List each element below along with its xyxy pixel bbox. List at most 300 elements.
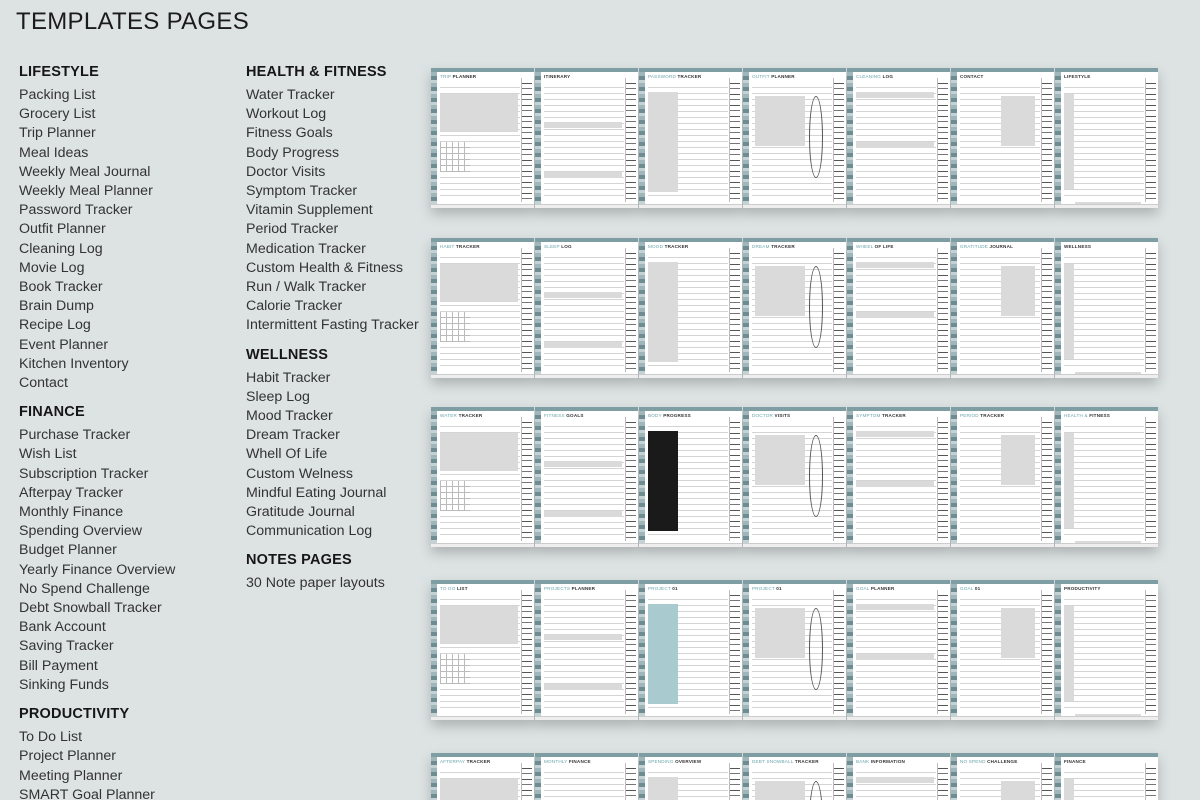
binding-edge	[847, 584, 853, 720]
thumbnail-footer	[639, 543, 742, 547]
thumbnail-decoration	[1064, 264, 1074, 359]
thumbnail-decoration	[1064, 433, 1074, 528]
thumbnail-decoration	[1001, 435, 1035, 485]
list-item: Mood Tracker	[246, 408, 333, 425]
binding-edge	[743, 72, 749, 208]
thumbnail-body	[1064, 767, 1144, 800]
thumbnail-body	[1064, 252, 1144, 370]
thumbnail-footer	[743, 543, 846, 547]
list-item: Spending Overview	[19, 523, 143, 540]
list-item: Kitchen Inventory	[19, 355, 129, 372]
section-heading-wellness: WELLNESS	[246, 346, 329, 363]
thumbnail-body	[544, 594, 624, 712]
thumbnail-decoration	[440, 779, 518, 800]
thumbnail-decoration	[544, 511, 622, 517]
side-tabs	[833, 78, 844, 202]
thumbnail-decoration	[856, 431, 934, 437]
thumbnail-footer	[431, 374, 534, 378]
template-thumbnail	[431, 753, 534, 800]
thumbnail-footer	[431, 543, 534, 547]
binding-edge	[951, 411, 957, 547]
template-thumbnail	[639, 238, 742, 378]
list-item: Recipe Log	[19, 317, 91, 334]
binding-edge	[639, 757, 645, 800]
thumbnail-decoration	[755, 435, 805, 485]
thumbnail-body	[544, 252, 624, 370]
side-tabs	[1145, 78, 1156, 202]
template-thumbnail	[535, 238, 638, 378]
thumbnail-decoration	[440, 433, 518, 471]
thumbnail-row	[431, 753, 1159, 800]
thumbnail-body	[752, 252, 832, 370]
thumbnail-title: SPENDING OVERVIEW	[648, 759, 702, 764]
thumbnail-row	[431, 238, 1159, 378]
thumbnail-body	[856, 421, 936, 539]
template-thumbnail	[1055, 407, 1158, 547]
thumbnail-footer	[431, 716, 534, 720]
list-item: Custom Health & Fitness	[246, 259, 403, 276]
thumbnail-title: GRATITUDE JOURNAL	[960, 244, 1014, 249]
side-tabs	[521, 763, 532, 800]
template-thumbnail	[431, 407, 534, 547]
binding-edge	[743, 411, 749, 547]
thumbnail-body	[960, 252, 1040, 370]
section-heading-notes: NOTES PAGES	[246, 552, 352, 569]
list-lifestyle	[19, 86, 229, 393]
side-tabs	[1145, 417, 1156, 541]
list-finance	[19, 426, 229, 695]
list-item: Yearly Finance Overview	[19, 561, 176, 578]
thumbnail-decoration	[1064, 779, 1074, 800]
side-tabs	[937, 417, 948, 541]
list-item: Intermittent Fasting Tracker	[246, 317, 419, 334]
thumbnail-title: SLEEP LOG	[544, 244, 572, 249]
thumbnail-decoration	[648, 92, 678, 192]
binding-edge	[847, 757, 853, 800]
list-item: Contact	[19, 375, 68, 392]
section-heading-finance: FINANCE	[19, 404, 85, 421]
side-tabs	[729, 763, 740, 800]
thumbnail-body	[960, 767, 1040, 800]
template-thumbnail	[431, 68, 534, 208]
list-item: Fitness Goals	[246, 125, 333, 142]
template-thumbnail	[743, 238, 846, 378]
thumbnail-body	[856, 252, 936, 370]
section-notes	[246, 552, 436, 593]
template-thumbnail	[535, 407, 638, 547]
list-item: Debt Snowball Tracker	[19, 600, 162, 617]
section-heading-health-fitness: HEALTH & FITNESS	[246, 64, 387, 80]
binding-edge	[639, 72, 645, 208]
thumbnail-title: FITNESS GOALS	[544, 413, 584, 418]
template-thumbnail	[951, 68, 1054, 208]
thumbnail-decoration	[755, 781, 805, 800]
thumbnail-decoration	[440, 264, 518, 302]
thumbnail-decoration	[648, 262, 678, 362]
thumbnail-body	[544, 421, 624, 539]
thumbnail-decoration	[544, 342, 622, 348]
binding-edge	[1055, 242, 1061, 378]
thumbnail-footer	[847, 204, 950, 208]
thumbnail-title: PROJECT 01	[752, 586, 782, 591]
list-item: 30 Note paper layouts	[246, 575, 385, 592]
thumbnail-title: DEBT SNOWBALL TRACKER	[752, 759, 819, 764]
thumbnail-decoration	[440, 481, 470, 511]
list-item: Meal Ideas	[19, 144, 89, 161]
section-productivity	[19, 706, 229, 800]
binding-edge	[431, 757, 437, 800]
list-item: Vitamin Supplement	[246, 202, 373, 219]
thumbnail-decoration	[856, 604, 934, 610]
thumbnail-decoration	[1001, 781, 1035, 800]
thumbnail-title: PASSWORD TRACKER	[648, 74, 702, 79]
list-item: Budget Planner	[19, 542, 117, 559]
thumbnail-footer	[951, 204, 1054, 208]
section-lifestyle	[19, 64, 229, 393]
binding-edge	[951, 757, 957, 800]
thumbnail-footer	[1055, 543, 1158, 547]
list-item: Project Planner	[19, 748, 116, 765]
list-item: Packing List	[19, 87, 96, 103]
list-item: Gratitude Journal	[246, 504, 355, 521]
thumbnail-footer	[847, 374, 950, 378]
thumbnail-title: OUTFIT PLANNER	[752, 74, 795, 79]
side-tabs	[833, 417, 844, 541]
list-item: Password Tracker	[19, 202, 133, 219]
list-item: Book Tracker	[19, 279, 103, 296]
thumbnail-footer	[847, 543, 950, 547]
list-item: Sleep Log	[246, 388, 310, 405]
list-item: Saving Tracker	[19, 638, 114, 655]
template-thumbnail	[431, 580, 534, 720]
thumbnail-footer	[1055, 716, 1158, 720]
list-notes	[246, 574, 436, 593]
list-item: Bank Account	[19, 619, 106, 636]
thumbnail-footer	[431, 204, 534, 208]
thumbnail-title: MOOD TRACKER	[648, 244, 689, 249]
template-thumbnail	[1055, 580, 1158, 720]
thumbnail-body	[1064, 82, 1144, 200]
thumbnail-title: SYMPTOM TRACKER	[856, 413, 906, 418]
thumbnail-body	[856, 594, 936, 712]
list-item: Period Tracker	[246, 221, 339, 238]
template-thumbnail	[743, 580, 846, 720]
list-item: To Do List	[19, 729, 83, 746]
thumbnail-title: DREAM TRACKER	[752, 244, 795, 249]
side-tabs	[937, 248, 948, 372]
section-heading-productivity: PRODUCTIVITY	[19, 706, 130, 723]
list-item: Dream Tracker	[246, 427, 340, 444]
thumbnail-body	[960, 594, 1040, 712]
thumbnail-title: WELLNESS	[1064, 244, 1092, 249]
template-thumbnail	[639, 753, 742, 800]
template-thumbnail	[847, 238, 950, 378]
list-item: Cleaning Log	[19, 240, 103, 257]
thumbnail-footer	[847, 716, 950, 720]
thumbnail-decoration	[856, 481, 934, 487]
thumbnail-decoration	[809, 266, 823, 348]
thumbnail-body	[440, 82, 520, 200]
thumbnail-decoration	[544, 292, 622, 298]
side-tabs	[833, 248, 844, 372]
binding-edge	[431, 584, 437, 720]
list-item: Sinking Funds	[19, 676, 109, 693]
thumbnail-decoration	[1064, 94, 1074, 189]
column-left	[19, 64, 229, 800]
side-tabs	[937, 590, 948, 714]
binding-edge	[1055, 72, 1061, 208]
thumbnail-title: CONTACT	[960, 74, 984, 79]
list-item: Trip Planner	[19, 125, 96, 142]
thumbnail-title: BANK INFORMATION	[856, 759, 906, 764]
side-tabs	[1041, 78, 1052, 202]
list-item: Purchase Tracker	[19, 427, 131, 444]
thumbnail-body	[752, 82, 832, 200]
thumbnail-title: PROJECTS PLANNER	[544, 586, 596, 591]
thumbnail-decoration	[856, 92, 934, 98]
list-item: Movie Log	[19, 259, 85, 276]
thumbnail-title: BODY PROGRESS	[648, 413, 691, 418]
template-thumbnail	[535, 753, 638, 800]
thumbnail-decoration	[1001, 608, 1035, 658]
binding-edge	[951, 242, 957, 378]
thumbnail-title: PERIOD TRACKER	[960, 413, 1005, 418]
binding-edge	[431, 411, 437, 547]
thumbnail-body	[1064, 594, 1144, 712]
thumbnail-title: DOCTOR VISITS	[752, 413, 791, 418]
template-thumbnail	[1055, 68, 1158, 208]
thumbnail-row	[431, 580, 1159, 720]
list-item: Calorie Tracker	[246, 298, 343, 315]
side-tabs	[1041, 248, 1052, 372]
binding-edge	[431, 72, 437, 208]
thumbnail-footer	[743, 204, 846, 208]
thumbnail-footer	[743, 716, 846, 720]
thumbnail-body	[648, 594, 728, 712]
thumbnail-decoration	[440, 312, 470, 342]
thumbnail-title: CLEANING LOG	[856, 74, 894, 79]
thumbnail-row	[431, 68, 1159, 208]
binding-edge	[639, 242, 645, 378]
thumbnail-footer	[535, 374, 638, 378]
binding-edge	[1055, 584, 1061, 720]
thumbnail-body	[440, 421, 520, 539]
thumbnail-decoration	[809, 435, 823, 517]
side-tabs	[1145, 763, 1156, 800]
thumbnail-decoration	[1064, 606, 1074, 701]
template-thumbnail	[535, 580, 638, 720]
thumbnail-body	[440, 594, 520, 712]
thumbnail-decoration	[648, 604, 678, 704]
thumbnail-title: PROJECT 01	[648, 586, 678, 591]
thumbnail-decoration	[809, 96, 823, 178]
thumbnail-body	[648, 767, 728, 800]
list-item: Run / Walk Tracker	[246, 279, 367, 296]
list-health-fitness	[246, 86, 436, 336]
thumbnail-decoration	[648, 777, 678, 800]
list-item: Outfit Planner	[19, 221, 106, 238]
thumbnail-decoration	[856, 262, 934, 268]
list-item: Wish List	[19, 446, 77, 463]
list-item: Doctor Visits	[246, 163, 326, 180]
thumbnail-decoration	[755, 266, 805, 316]
thumbnail-body	[648, 421, 728, 539]
list-item: Workout Log	[246, 106, 327, 123]
binding-edge	[431, 242, 437, 378]
template-thumbnail	[847, 68, 950, 208]
side-tabs	[729, 78, 740, 202]
thumbnail-title: HABIT TRACKER	[440, 244, 480, 249]
list-item: Brain Dump	[19, 298, 94, 315]
binding-edge	[1055, 757, 1061, 800]
thumbnail-decoration	[544, 461, 622, 467]
thumbnail-title: GOAL 01	[960, 586, 981, 591]
list-item: Mindful Eating Journal	[246, 484, 387, 501]
thumbnail-body	[856, 82, 936, 200]
list-item: Afterpay Tracker	[19, 484, 124, 501]
binding-edge	[743, 242, 749, 378]
thumbnail-footer	[535, 716, 638, 720]
list-item: Monthly Finance	[19, 504, 124, 521]
list-item: Meeting Planner	[19, 767, 123, 784]
side-tabs	[625, 78, 636, 202]
side-tabs	[937, 78, 948, 202]
list-item: Subscription Tracker	[19, 465, 149, 482]
thumbnail-decoration	[856, 777, 934, 783]
binding-edge	[951, 584, 957, 720]
binding-edge	[1055, 411, 1061, 547]
thumbnail-body	[648, 82, 728, 200]
thumbnail-body	[544, 82, 624, 200]
thumbnail-body	[1064, 421, 1144, 539]
template-thumbnail	[639, 68, 742, 208]
thumbnail-title: TRIP PLANNER	[440, 74, 477, 79]
thumbnail-decoration	[544, 122, 622, 128]
thumbnail-body	[960, 421, 1040, 539]
template-thumbnail	[1055, 753, 1158, 800]
thumbnail-footer	[1055, 374, 1158, 378]
thumbnail-decoration	[755, 608, 805, 658]
template-thumbnail	[847, 753, 950, 800]
template-thumbnail	[743, 753, 846, 800]
thumbnail-decoration	[648, 431, 678, 531]
thumbnail-title: HEALTH & FITNESS	[1064, 413, 1111, 418]
thumbnail-title: GOAL PLANNER	[856, 586, 895, 591]
thumbnail-body	[440, 767, 520, 800]
thumbnail-footer	[1055, 204, 1158, 208]
binding-edge	[639, 584, 645, 720]
thumbnail-decoration	[544, 634, 622, 640]
template-thumbnail	[951, 580, 1054, 720]
thumbnail-body	[648, 252, 728, 370]
thumbnail-decoration	[544, 172, 622, 178]
thumbnail-footer	[639, 716, 742, 720]
thumbnail-decoration	[755, 96, 805, 146]
thumbnail-title: ITINERARY	[544, 74, 571, 79]
side-tabs	[729, 248, 740, 372]
template-thumbnail	[639, 580, 742, 720]
thumbnail-footer	[639, 204, 742, 208]
binding-edge	[535, 757, 541, 800]
list-wellness	[246, 369, 436, 542]
thumbnail-decoration	[440, 654, 470, 684]
thumbnail-body	[440, 252, 520, 370]
list-item: Medication Tracker	[246, 240, 366, 257]
list-item: Event Planner	[19, 336, 109, 353]
template-thumbnail	[639, 407, 742, 547]
side-tabs	[521, 417, 532, 541]
thumbnail-footer	[535, 543, 638, 547]
thumbnail-body	[752, 421, 832, 539]
binding-edge	[847, 242, 853, 378]
thumbnail-body	[752, 767, 832, 800]
page-title: TEMPLATES PAGES	[16, 8, 250, 35]
thumbnail-decoration	[440, 606, 518, 644]
binding-edge	[535, 242, 541, 378]
side-tabs	[833, 590, 844, 714]
list-item: Communication Log	[246, 523, 373, 540]
thumbnail-row	[431, 407, 1159, 547]
template-thumbnail	[535, 68, 638, 208]
column-middle	[246, 64, 436, 605]
thumbnail-decoration	[856, 312, 934, 318]
thumbnail-title: PRODUCTIVITY	[1064, 586, 1101, 591]
side-tabs	[625, 590, 636, 714]
list-item: Symptom Tracker	[246, 183, 358, 200]
template-thumbnail	[1055, 238, 1158, 378]
list-item: Habit Tracker	[246, 369, 331, 386]
thumbnail-footer	[951, 716, 1054, 720]
binding-edge	[847, 411, 853, 547]
list-item: Custom Welness	[246, 465, 353, 482]
thumbnail-body	[856, 767, 936, 800]
side-tabs	[1041, 417, 1052, 541]
side-tabs	[1145, 590, 1156, 714]
template-thumbnail	[847, 407, 950, 547]
binding-edge	[535, 411, 541, 547]
thumbnail-decoration	[856, 142, 934, 148]
side-tabs	[521, 590, 532, 714]
thumbnail-decoration	[809, 781, 823, 800]
side-tabs	[1145, 248, 1156, 372]
template-thumbnail	[431, 238, 534, 378]
section-health-fitness	[246, 64, 436, 336]
thumbnail-decoration	[440, 142, 470, 172]
thumbnail-title: TO DO LIST	[440, 586, 468, 591]
thumbnail-body	[960, 82, 1040, 200]
side-tabs	[625, 763, 636, 800]
side-tabs	[937, 763, 948, 800]
template-thumbnail	[743, 68, 846, 208]
thumbnail-title: FINANCE	[1064, 759, 1086, 764]
thumbnail-decoration	[544, 684, 622, 690]
list-item: Grocery List	[19, 106, 96, 123]
list-item: Weekly Meal Journal	[19, 163, 151, 180]
thumbnail-title: WATER TRACKER	[440, 413, 483, 418]
side-tabs	[625, 417, 636, 541]
thumbnail-body	[752, 594, 832, 712]
section-heading-lifestyle: LIFESTYLE	[19, 64, 99, 80]
list-item: No Spend Challenge	[19, 580, 150, 597]
side-tabs	[833, 763, 844, 800]
list-item: Water Tracker	[246, 87, 335, 103]
list-item: Bill Payment	[19, 657, 98, 674]
side-tabs	[729, 590, 740, 714]
side-tabs	[521, 78, 532, 202]
list-productivity	[19, 728, 229, 800]
template-thumbnail	[951, 407, 1054, 547]
binding-edge	[847, 72, 853, 208]
